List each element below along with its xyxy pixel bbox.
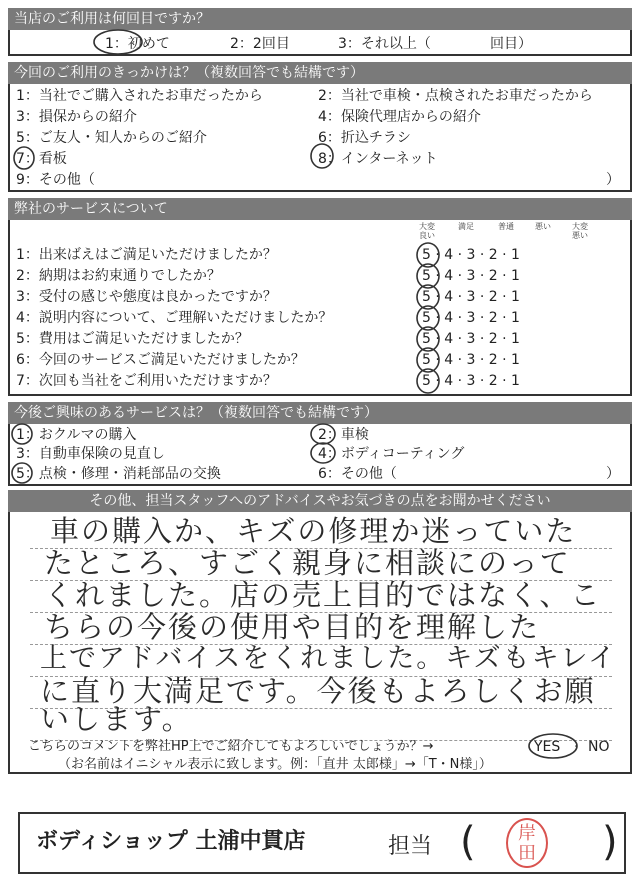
stamp-top-char: 岸 [518,823,536,844]
q3-rating-scale-5[interactable]: 5 · 4 · 3 · 2 · 1 [422,331,520,347]
q4-option-5[interactable]: 5：点検・修理・消耗部品の交換 [16,466,221,482]
q2-title: 今回のご利用のきっかけは？（複数回答でも結構です） [14,65,364,81]
q3-question-1: 1：出来ばえはご満足いただけましたか？ [16,247,277,263]
handwritten-comment-line: くれました。店の売上目的ではなく、こ [44,578,602,612]
circle-mark [12,463,32,483]
handwritten-comment-line: に直り大満足です。今後もよろしくお願 [40,674,596,708]
consent-yes[interactable]: YES [534,739,561,755]
q4-option-1[interactable]: 1：おクルマの購入 [16,427,137,443]
q3-question-6: 6：今回のサービスご満足いただけましたか？ [16,352,305,368]
q4-option-6-close: ） [606,466,620,482]
q2-option-7[interactable]: 7：看板 [16,151,67,167]
q3-question-5: 5：費用はご満足いただけましたか？ [16,331,249,347]
q1-title: 当店のご利用は何回目ですか？ [14,11,210,27]
q1-option-1[interactable]: 1：初めて [105,36,170,52]
q2-option-3[interactable]: 3：損保からの紹介 [16,109,137,125]
circle-mark [311,424,335,444]
shop-name: ボディショップ 土浦中貫店 [36,829,306,854]
q4-option-4[interactable]: 4：ボディコーティング [318,446,465,462]
q2-option-2[interactable]: 2：当社で車検・点検されたお車だったから [318,88,593,104]
staff-label: 担当 [388,834,433,859]
scale-label-1: 大変悪い [572,222,588,240]
scale-label-2: 悪い [535,222,551,231]
q3-title: 弊社のサービスについて [14,201,168,217]
q5-title: その他、担当スタッフへのアドバイスやお気づきの点をお聞かせください [89,493,551,509]
scale-label-3: 普通 [498,222,514,231]
circle-mark [529,734,577,758]
scale-label-4: 満足 [458,222,474,231]
q3-rating-scale-7[interactable]: 5 · 4 · 3 · 2 · 1 [422,373,520,389]
q4-option-6[interactable]: 6：その他（ [318,466,397,482]
handwritten-comment-line: いします。 [40,702,193,736]
q2-option-5[interactable]: 5：ご友人・知人からのご紹介 [16,130,207,146]
initials-note: （お名前はイニシャル表示に致します。例：「直井 太郎様」→「T・N様」） [58,757,492,772]
q4-option-2[interactable]: 2：車検 [318,427,369,443]
staff-close-paren: ) [602,819,618,865]
q2-option-8[interactable]: 8：インターネット [318,151,438,167]
q2-option-9[interactable]: 9：その他（ [16,172,95,188]
staff-open-paren: ( [460,819,476,865]
q2-option-1[interactable]: 1：当社でご購入されたお車だったから [16,88,263,104]
q1-option-3-suffix: 回目） [490,36,532,52]
circle-mark [94,30,142,54]
q3-rating-scale-6[interactable]: 5 · 4 · 3 · 2 · 1 [422,352,520,368]
q2-option-6[interactable]: 6：折込チラシ [318,130,411,146]
q2-option-4[interactable]: 4：保険代理店からの紹介 [318,109,481,125]
handwritten-comment-line: 上でアドバイスをくれました。キズもキレイ [40,643,618,674]
q3-rating-scale-1[interactable]: 5 · 4 · 3 · 2 · 1 [422,247,520,263]
handwritten-comment-line: 車の購入か、キズの修理か迷っていた [50,514,577,548]
q3-question-2: 2：納期はお約束通りでしたか？ [16,268,221,284]
q2-option-9-close: ） [606,172,620,188]
hp-consent-question: こちらのコメントを弊社HP上でご紹介してもよろしいでしょうか？→ [28,739,434,754]
q3-rating-scale-2[interactable]: 5 · 4 · 3 · 2 · 1 [422,268,520,284]
q4-option-3[interactable]: 3：自動車保険の見直し [16,446,165,462]
q3-rating-scale-3[interactable]: 5 · 4 · 3 · 2 · 1 [422,289,520,305]
scale-label-5: 大変良い [419,222,435,240]
q1-option-3[interactable]: 3：それ以上（ [338,36,431,52]
q1-option-2[interactable]: 2：2回目 [230,36,290,52]
q3-question-3: 3：受付の感じや態度は良かったですか？ [16,289,277,305]
q3-rating-scale-4[interactable]: 5 · 4 · 3 · 2 · 1 [422,310,520,326]
q3-question-4: 4：説明内容について、ご理解いただけましたか？ [16,310,333,326]
circle-mark [12,424,32,444]
q3-question-7: 7：次回も当社をご利用いただけますか？ [16,373,277,389]
circle-mark [311,144,333,168]
circle-mark [14,147,34,169]
handwritten-comment-line: ちらの今後の使用や目的を理解した [44,610,541,644]
q4-title: 今後ご興味のあるサービスは？（複数回答でも結構です） [14,405,378,421]
handwritten-comment-line: たところ、すごく親身に相談にのって [44,546,571,580]
consent-no[interactable]: NO [588,739,610,755]
stamp-bottom-char: 田 [518,843,536,864]
consent-separator: · [574,739,579,755]
circle-mark [311,443,335,463]
